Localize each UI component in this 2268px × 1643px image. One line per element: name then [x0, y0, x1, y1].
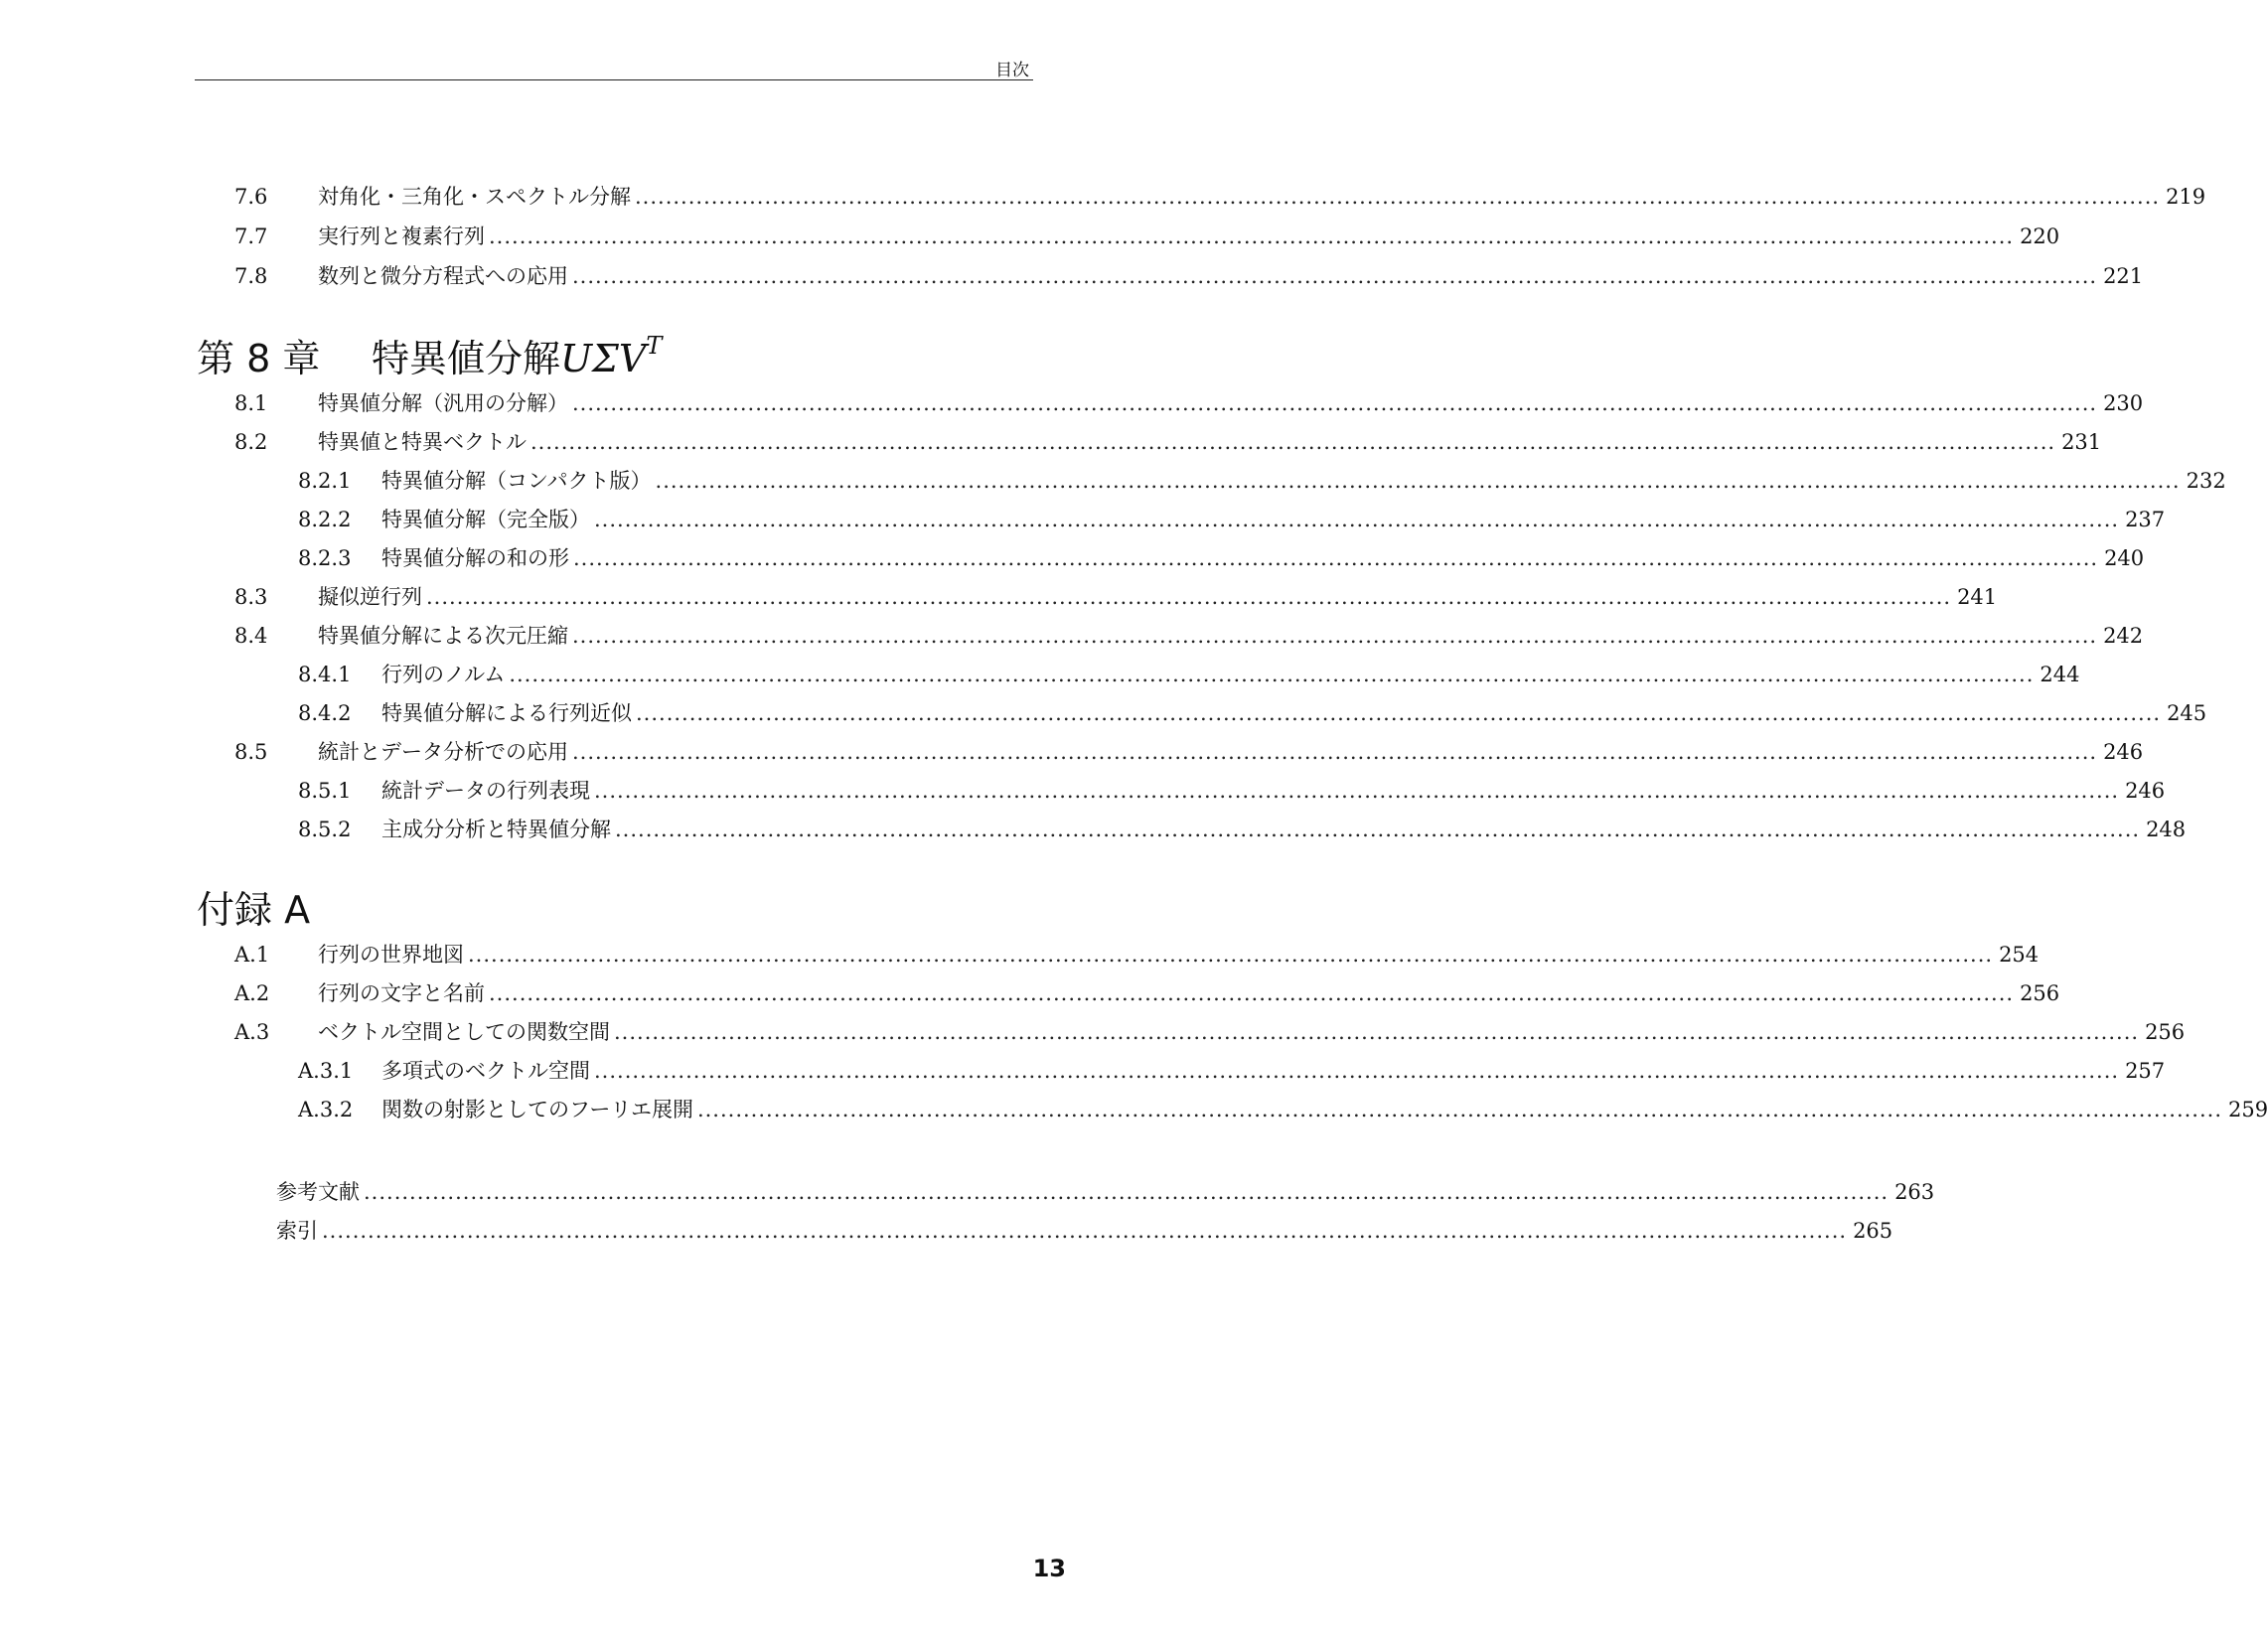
toc-entry-number: 8.2.2	[298, 508, 352, 531]
running-head	[195, 52, 1033, 80]
toc-entry-page: 244	[2040, 663, 2080, 686]
toc-entry[interactable]	[0, 937, 2040, 972]
toc-entry-number: A.3.1	[298, 1059, 354, 1083]
toc-entry-number: 8.2	[234, 430, 268, 454]
toc-entry-page: 254	[1999, 943, 2040, 967]
toc-entry-title: 統計とデータ分析での応用	[318, 740, 568, 764]
toc-entry-title: 参考文献	[276, 1180, 360, 1204]
leader-dots: ........................................................................................................................................................................................................	[572, 740, 2098, 764]
leader-dots: ........................................................................................................................................................................................................	[696, 1098, 2223, 1121]
leader-dots: ........................................................................................................................................................................................................	[594, 508, 2120, 531]
toc-entry-page: 263	[1894, 1180, 1935, 1204]
toc-entry-title: 特異値分解（汎用の分解）	[318, 391, 568, 415]
toc-entry[interactable]	[0, 258, 2144, 294]
toc-entry-title: 行列の文字と名前	[318, 981, 485, 1005]
toc-entry-page: 265	[1853, 1219, 1893, 1243]
toc-entry-number: 7.8	[234, 264, 268, 288]
toc-entry-page: 242	[2103, 624, 2144, 648]
toc-entry-title: 行列のノルム	[381, 663, 506, 686]
appendix-title: 付録 A	[197, 888, 311, 932]
toc-subentry[interactable]	[0, 463, 2226, 499]
toc-entry-number: 8.4	[234, 624, 268, 648]
chapter-title: 特異値分解	[372, 337, 561, 380]
leader-dots: ........................................................................................................................................................................................................	[573, 546, 2099, 570]
toc-subentry[interactable]	[0, 1053, 2166, 1089]
toc-entry-page: 232	[2186, 469, 2226, 493]
toc-backmatter-entry[interactable]	[0, 1174, 1935, 1210]
toc-entry[interactable]	[0, 385, 2144, 421]
toc-entry-title: 統計データの行列表現	[381, 779, 590, 803]
toc-entry-number: A.1	[234, 943, 270, 967]
toc-subentry[interactable]	[0, 1092, 2268, 1127]
toc-entry-page: 246	[2103, 740, 2144, 764]
toc-entry-page: 246	[2125, 779, 2166, 803]
toc-entry-number: 8.4.1	[298, 663, 352, 686]
toc-entry-page: 220	[2020, 224, 2060, 248]
toc-entry-page: 219	[2166, 185, 2206, 209]
toc-entry-page: 230	[2103, 391, 2144, 415]
toc-subentry[interactable]	[0, 657, 2080, 692]
toc-entry-number: 7.6	[234, 185, 268, 209]
toc-entry-title: ベクトル空間としての関数空間	[318, 1020, 610, 1044]
appendix-heading[interactable]	[197, 881, 310, 939]
toc-entry-number: 8.2.3	[298, 546, 352, 570]
toc-entry-number: 8.2.1	[298, 469, 352, 493]
toc-entry-title: 特異値と特異ベクトル	[318, 430, 527, 454]
toc-entry-title: 行列の世界地図	[318, 943, 464, 967]
leader-dots: ........................................................................................................................................................................................................	[594, 1059, 2120, 1083]
toc-entry-title: 実行列と複素行列	[318, 224, 485, 248]
toc-entry-page: 245	[2167, 701, 2207, 725]
toc-entry[interactable]	[0, 579, 1998, 615]
toc-entry[interactable]	[0, 219, 2060, 254]
toc-subentry[interactable]	[0, 502, 2166, 537]
leader-dots: ........................................................................................................................................................................................................	[364, 1180, 1890, 1204]
toc-entry-number: A.3.2	[298, 1098, 354, 1121]
toc-entry-title: 特異値分解による行列近似	[381, 701, 632, 725]
toc-entry-number: 8.4.2	[298, 701, 352, 725]
leader-dots: ........................................................................................................................................................................................................	[572, 264, 2098, 288]
toc-entry-number: 8.5	[234, 740, 268, 764]
leader-dots: ........................................................................................................................................................................................................	[636, 701, 2162, 725]
chapter-number: 第 8 章	[197, 337, 321, 380]
leader-dots: ........................................................................................................................................................................................................	[655, 469, 2181, 493]
toc-entry-number: 8.5.2	[298, 818, 352, 841]
toc-entry-number: 8.3	[234, 585, 268, 609]
toc-entry[interactable]	[0, 734, 2144, 770]
toc-entry-page: 256	[2020, 981, 2060, 1005]
toc-entry-number: A.3	[234, 1020, 270, 1044]
leader-dots: ........................................................................................................................................................................................................	[426, 585, 1952, 609]
toc-subentry[interactable]	[0, 695, 2207, 731]
leader-dots: ........................................................................................................................................................................................................	[489, 981, 2015, 1005]
toc-entry-title: 索引	[276, 1219, 318, 1243]
toc-entry-number: 8.5.1	[298, 779, 352, 803]
leader-dots: ........................................................................................................................................................................................................	[572, 391, 2098, 415]
toc-backmatter-entry[interactable]	[0, 1213, 1893, 1249]
toc-entry[interactable]	[0, 424, 2102, 460]
toc-entry-page: 241	[1957, 585, 1998, 609]
toc-entry-page: 240	[2104, 546, 2145, 570]
toc-entry-title: 特異値分解による次元圧縮	[318, 624, 568, 648]
leader-dots: ........................................................................................................................................................................................................	[635, 185, 2161, 209]
running-head-label: 目次	[995, 61, 1029, 80]
toc-entry-page: 259	[2228, 1098, 2268, 1121]
toc-entry-page: 248	[2146, 818, 2187, 841]
toc-entry-page: 237	[2125, 508, 2166, 531]
toc-entry-title: 特異値分解（コンパクト版）	[381, 469, 652, 493]
toc-entry-title: 主成分分析と特異値分解	[381, 818, 611, 841]
leader-dots: ........................................................................................................................................................................................................	[614, 1020, 2140, 1044]
toc-entry-number: A.2	[234, 981, 270, 1005]
toc-subentry[interactable]	[0, 812, 2187, 847]
page-number: 13	[1032, 1555, 1066, 1582]
leader-dots: ........................................................................................................................................................................................................	[509, 663, 2035, 686]
toc-entry[interactable]	[0, 618, 2144, 654]
toc-entry-title: 多項式のベクトル空間	[381, 1059, 590, 1083]
toc-entry-page: 256	[2145, 1020, 2186, 1044]
toc-entry-title: 特異値分解の和の形	[381, 546, 569, 570]
chapter-title-math-superscript: T	[646, 332, 663, 360]
leader-dots: ........................................................................................................................................................................................................	[615, 818, 2141, 841]
toc-entry-page: 221	[2103, 264, 2144, 288]
leader-dots: ........................................................................................................................................................................................................	[594, 779, 2120, 803]
toc-entry-title: 関数の射影としてのフーリエ展開	[381, 1098, 693, 1121]
leader-dots: ........................................................................................................................................................................................................	[530, 430, 2056, 454]
toc-subentry[interactable]	[0, 773, 2166, 809]
toc-entry-page: 231	[2061, 430, 2102, 454]
toc-entry-title: 特異値分解（完全版）	[381, 508, 590, 531]
leader-dots: ........................................................................................................................................................................................................	[572, 624, 2098, 648]
leader-dots: ........................................................................................................................................................................................................	[468, 943, 1994, 967]
leader-dots: ........................................................................................................................................................................................................	[322, 1219, 1848, 1243]
toc-entry-number: 8.1	[234, 391, 268, 415]
toc-entry-title: 擬似逆行列	[318, 585, 422, 609]
chapter-title-math: UΣV	[560, 337, 647, 380]
toc-entry[interactable]	[0, 179, 2206, 215]
toc-entry[interactable]	[0, 975, 2060, 1011]
toc-entry[interactable]	[0, 1014, 2186, 1050]
chapter-heading[interactable]	[197, 330, 662, 387]
toc-entry-title: 対角化・三角化・スペクトル分解	[318, 185, 631, 209]
toc-entry-page: 257	[2125, 1059, 2166, 1083]
toc-entry-number: 7.7	[234, 224, 268, 248]
leader-dots: ........................................................................................................................................................................................................	[489, 224, 2015, 248]
toc-entry-title: 数列と微分方程式への応用	[318, 264, 568, 288]
toc-subentry[interactable]	[0, 540, 2145, 576]
